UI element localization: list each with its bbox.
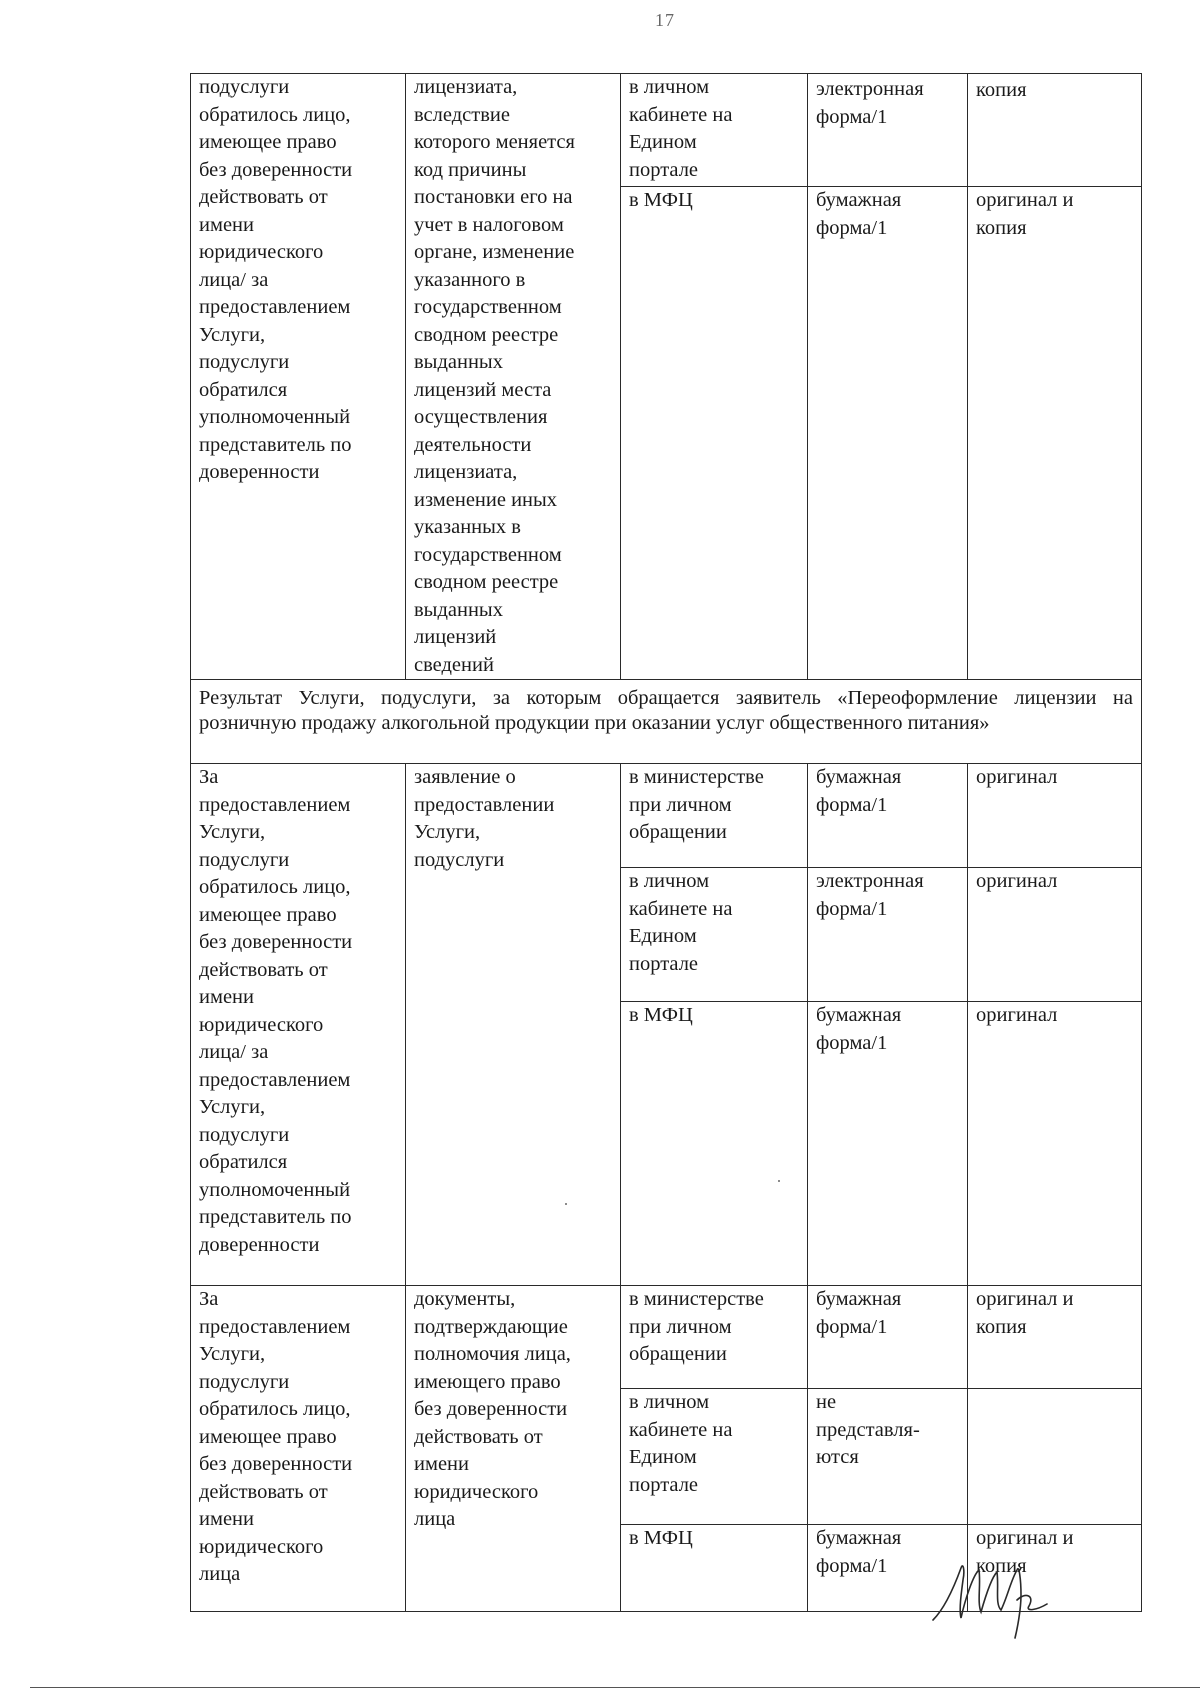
table-row	[191, 680, 1142, 764]
document-kind-cell: оригинал	[968, 868, 1142, 1002]
applicant-category-cell: За предоставлением Услуги, подуслуги обратилось лицо, имеющее право без доверенности действовать от имени юридического лица	[191, 1286, 406, 1612]
submission-channel-cell: в личном кабинете на Едином портале	[621, 74, 808, 187]
table-row	[191, 74, 1142, 187]
document-kind-cell	[968, 1389, 1142, 1525]
document-form-cell: электронная форма/1	[808, 868, 968, 1002]
scan-speck	[565, 1203, 567, 1205]
document-form-cell: бумажная форма/1	[808, 764, 968, 868]
document-kind-cell: оригинал	[968, 764, 1142, 868]
document-form-cell: бумажная форма/1	[808, 1286, 968, 1389]
submission-channel-cell: в МФЦ	[621, 1002, 808, 1286]
page-bottom-rule	[30, 1687, 1200, 1688]
page-number: 17	[655, 10, 675, 30]
document-form-cell: бумажная форма/1	[808, 187, 968, 680]
applicant-category-cell: За предоставлением Услуги, подуслуги обратилось лицо, имеющее право без доверенности действовать от имени юридического лица/ за предоставлением Услуги, подуслуги обратился уполномоченный представитель по доверенности	[191, 764, 406, 1286]
document-kind-cell: оригинал и копия	[968, 187, 1142, 680]
service-result-heading: Результат Услуги, подуслуги, за которым обращается заявитель «Переоформление лицензии на розничную продажу алкогольной продукции при оказании услуг общественного питания»	[191, 680, 1142, 764]
table-row	[191, 1286, 1142, 1389]
document-kind-cell: оригинал и копия	[968, 1286, 1142, 1389]
document-form-cell: электронная форма/1	[808, 74, 968, 187]
document-name-cell: заявление о предоставлении Услуги, подуслуги	[406, 764, 621, 1286]
submission-channel-cell: в МФЦ	[621, 1525, 808, 1612]
document-kind-cell: оригинал и копия	[968, 1525, 1142, 1612]
submission-channel-cell: в министерстве при личном обращении	[621, 1286, 808, 1389]
scan-speck	[778, 1180, 780, 1182]
document-table	[190, 73, 1142, 1612]
handwritten-signature	[925, 1540, 1065, 1640]
submission-channel-cell: в личном кабинете на Едином портале	[621, 868, 808, 1002]
document-form-cell: бумажная форма/1	[808, 1525, 968, 1612]
document-kind-cell: оригинал	[968, 1002, 1142, 1286]
applicant-category-cell: подуслуги обратилось лицо, имеющее право без доверенности действовать от имени юридического лица/ за предоставлением Услуги, подуслуги обратился уполномоченный представитель по доверенности	[191, 74, 406, 680]
document-name-cell: лицензиата, вследствие которого меняется код причины постановки его на учет в налоговом органе, изменение указанного в государственном сводном реестре выданных лицензий места осуществления деятельности лицензиата, изменение иных указанных в государственном сводном реестре выданных лицензий сведений	[406, 74, 621, 680]
submission-channel-cell: в министерстве при личном обращении	[621, 764, 808, 868]
submission-channel-cell: в МФЦ	[621, 187, 808, 680]
document-name-cell: документы, подтверждающие полномочия лица, имеющего право без доверенности действовать от имени юридического лица	[406, 1286, 621, 1612]
document-form-cell: не представля- ются	[808, 1389, 968, 1525]
submission-channel-cell: в личном кабинете на Едином портале	[621, 1389, 808, 1525]
document-kind-cell: копия	[968, 74, 1142, 187]
document-form-cell: бумажная форма/1	[808, 1002, 968, 1286]
table-row	[191, 764, 1142, 868]
